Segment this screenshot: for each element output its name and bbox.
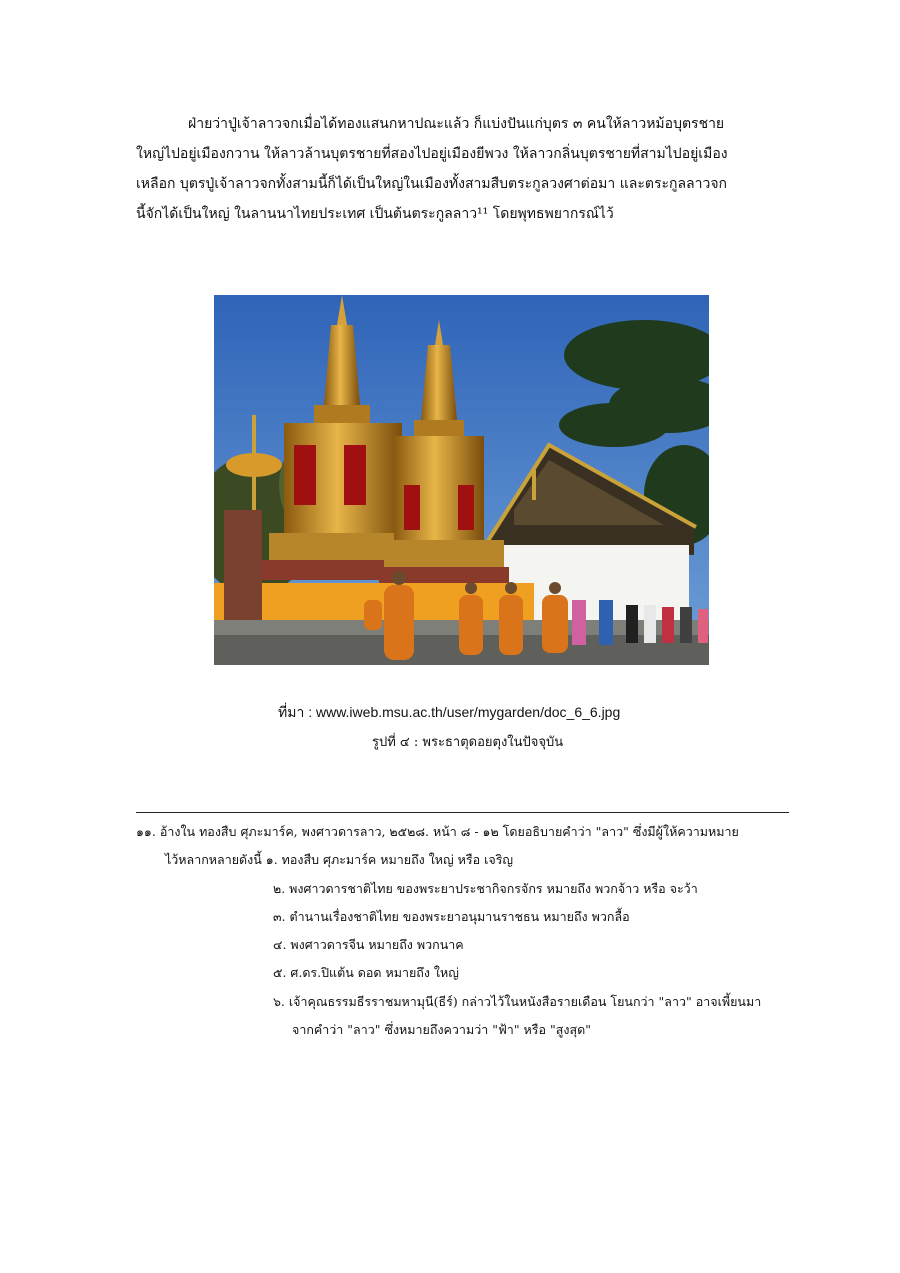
temple-photo [214, 295, 709, 665]
footnote-line: ๔. พงศาวดารจีน หมายถึง พวกนาค [273, 937, 464, 952]
figure-caption: รูปที่ ๔ : พระธาตุดอยตุงในปัจจุบัน [372, 735, 564, 750]
footnote-line: ๒. พงศาวดารชาติไทย ของพระยาประชากิจกรจักร หมายถึง พวกจ้าว หรือ จะว้า [273, 881, 698, 896]
body-line: เหลือก บุตรปู่เจ้าลาวจกทั้งสามนี้ก็ได้เป็นใหญ่ในเมืองทั้งสามสืบตระกูลวงศาต่อมา และตระกูลลาวจก [136, 176, 728, 192]
footnote-line: จากคำว่า "ลาว" ซึ่งหมายถึงความว่า "ฟ้า" หรือ "สูงสุด" [292, 1022, 591, 1037]
footnote-divider [136, 812, 789, 813]
body-line: นี้จักได้เป็นใหญ่ ในลานนาไทยประเทศ เป็นต้นตระกูลลาว¹¹ โดยพุทธพยากรณ์ไว้ [136, 206, 614, 222]
body-paragraph [136, 112, 792, 226]
footnote-line: ๕. ศ.ดร.ปิแต้น ดอด หมายถึง ใหญ่ [273, 965, 459, 980]
footnote-line: ๖. เจ้าคุณธรรมธีรราชมหามุนี(ธีร์) กล่าวไว้ในหนังสือรายเดือน โยนกว่า "ลาว" อาจเพี้ยนมา [273, 994, 762, 1009]
body-line: ฝ่ายว่าปู่เจ้าลาวจกเมื่อได้ทองแสนกหาปณะแล้ว ก็แบ่งปันแก่บุตร ๓ คนให้ลาวหม้อบุตรชาย [188, 116, 725, 132]
footnote-line: ไว้หลากหลายดังนี้ ๑. ทองสืบ ศุภะมาร์ค หมายถึง ใหญ่ หรือ เจริญ [165, 852, 514, 867]
body-line: ใหญ่ไปอยู่เมืองกวาน ให้ลาวล้านบุตรชายที่สองไปอยู่เมืองยีพวง ให้ลาวกลิ่นบุตรชายที่สามไปอยู่เมือง [136, 146, 728, 162]
footnote-line: ๑๑. อ้างใน ทองสืบ ศุภะมาร์ค, พงศาวดารลาว, ๒๕๒๘. หน้า ๘ - ๑๒ โดยอธิบายคำว่า "ลาว" ซึ่งมีผู้ให้ความหมาย [136, 824, 739, 839]
footnote-line: ๓. ตำนานเรื่องชาติไทย ของพระยาอนุมานราชธน หมายถึง พวกลื้อ [273, 909, 630, 924]
figure-source: ที่มา : www.iweb.msu.ac.th/user/mygarden/doc_6_6.jpg [278, 704, 621, 720]
